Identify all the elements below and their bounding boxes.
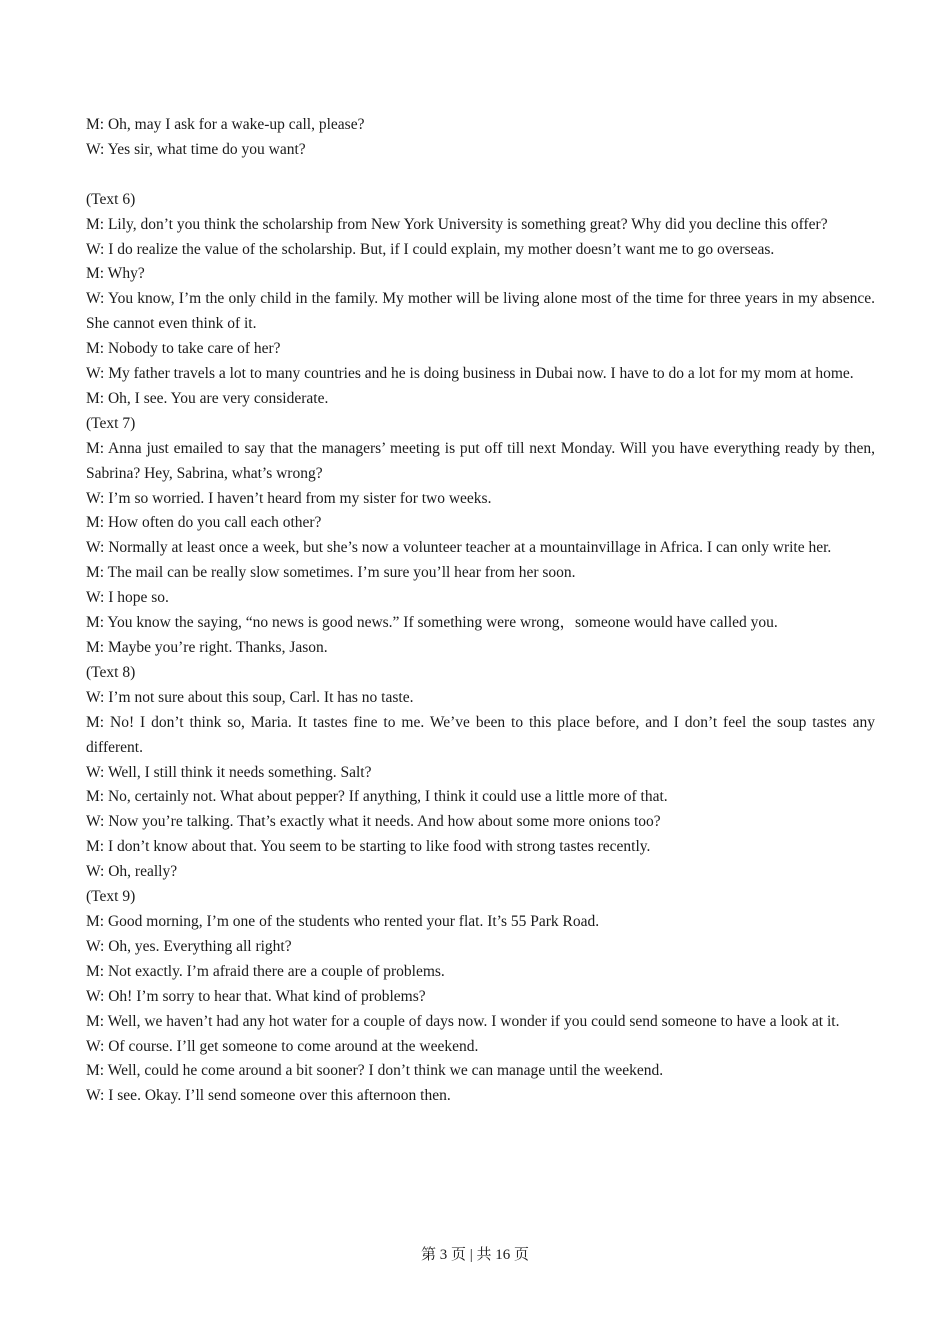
dialogue-transcript bbox=[86, 113, 875, 1109]
dialogue-line: M: Lily, don’t you think the scholarship from New York University is something great? Why did you decline this offer? bbox=[86, 215, 828, 233]
dialogue-line: M: No, certainly not. What about pepper? If anything, I think it could use a little more of that. bbox=[86, 788, 668, 806]
dialogue-line: M: I don’t know about that. You seem to be starting to like food with strong tastes recently. bbox=[86, 838, 651, 856]
blank-line bbox=[86, 163, 875, 188]
dialogue-line: M: The mail can be really slow sometimes. I’m sure you’ll hear from her soon. bbox=[86, 564, 576, 582]
dialogue-line: M: Anna just emailed to say that the managers’ meeting is put off till next Monday. Will you have everything ready by then, Sabrina? Hey, Sabrina, what’s wrong? bbox=[86, 439, 875, 482]
dialogue-line: W: Yes sir, what time do you want? bbox=[86, 140, 306, 158]
dialogue-line: W: Of course. I’ll get someone to come around at the weekend. bbox=[86, 1037, 479, 1055]
dialogue-line: W: You know, I’m the only child in the family. My mother will be living alone most of the time for three years in my absence. She cannot even think of it. bbox=[86, 290, 875, 333]
dialogue-line: M: Maybe you’re right. Thanks, Jason. bbox=[86, 639, 328, 657]
dialogue-line: W: Oh, yes. Everything all right? bbox=[86, 937, 292, 955]
dialogue-line: M: Oh, may I ask for a wake-up call, please? bbox=[86, 116, 365, 133]
section-heading-text-7: (Text 7) bbox=[86, 414, 136, 432]
dialogue-line: M: How often do you call each other? bbox=[86, 514, 322, 532]
dialogue-line: M: Well, could he come around a bit sooner? I don’t think we can manage until the weekend. bbox=[86, 1062, 664, 1080]
dialogue-line: M: Why? bbox=[86, 265, 145, 283]
dialogue-line: M: Not exactly. I’m afraid there are a couple of problems. bbox=[86, 962, 445, 980]
section-heading-text-8: (Text 8) bbox=[86, 663, 136, 681]
dialogue-line: M: Oh, I see. You are very considerate. bbox=[86, 389, 329, 407]
dialogue-line: M: Well, we haven’t had any hot water for a couple of days now. I wonder if you could send someone to have a look at it. bbox=[86, 1012, 840, 1030]
dialogue-line: W: Oh, really? bbox=[86, 863, 178, 881]
section-heading-text-6: (Text 6) bbox=[86, 190, 136, 208]
section-heading-text-9: (Text 9) bbox=[86, 888, 136, 906]
dialogue-line: M: You know the saying, “no news is good news.” If something were wrong，someone would have called you. bbox=[86, 614, 778, 632]
dialogue-line: W: Oh! I’m sorry to hear that. What kind of problems? bbox=[86, 987, 426, 1005]
dialogue-line: W: I see. Okay. I’ll send someone over this afternoon then. bbox=[86, 1087, 451, 1105]
dialogue-line: W: My father travels a lot to many countries and he is doing business in Dubai now. I have to do a lot for my mom at home. bbox=[86, 365, 854, 383]
dialogue-line: W: Well, I still think it needs something. Salt? bbox=[86, 763, 372, 781]
dialogue-line: W: Now you’re talking. That’s exactly what it needs. And how about some more onions too? bbox=[86, 813, 661, 831]
page-number-footer: 第 3 页 | 共 16 页 bbox=[420, 1247, 529, 1263]
dialogue-line: M: Nobody to take care of her? bbox=[86, 340, 281, 358]
dialogue-line: W: I hope so. bbox=[86, 589, 169, 607]
dialogue-line: W: Normally at least once a week, but she’s now a volunteer teacher at a mountainvillage in Africa. I can only write her. bbox=[86, 539, 832, 557]
dialogue-line: W: I’m so worried. I haven’t heard from my sister for two weeks. bbox=[86, 489, 492, 507]
dialogue-line: W: I do realize the value of the scholarship. But, if I could explain, my mother doesn’t want me to go overseas. bbox=[86, 240, 775, 258]
dialogue-line: M: Good morning, I’m one of the students who rented your flat. It’s 55 Park Road. bbox=[86, 912, 600, 930]
dialogue-line: W: I’m not sure about this soup, Carl. It has no taste. bbox=[86, 688, 414, 706]
dialogue-line: M: No! I don’t think so, Maria. It tastes fine to me. We’ve been to this place before, and I don’t feel the soup tastes any different. bbox=[86, 713, 875, 756]
